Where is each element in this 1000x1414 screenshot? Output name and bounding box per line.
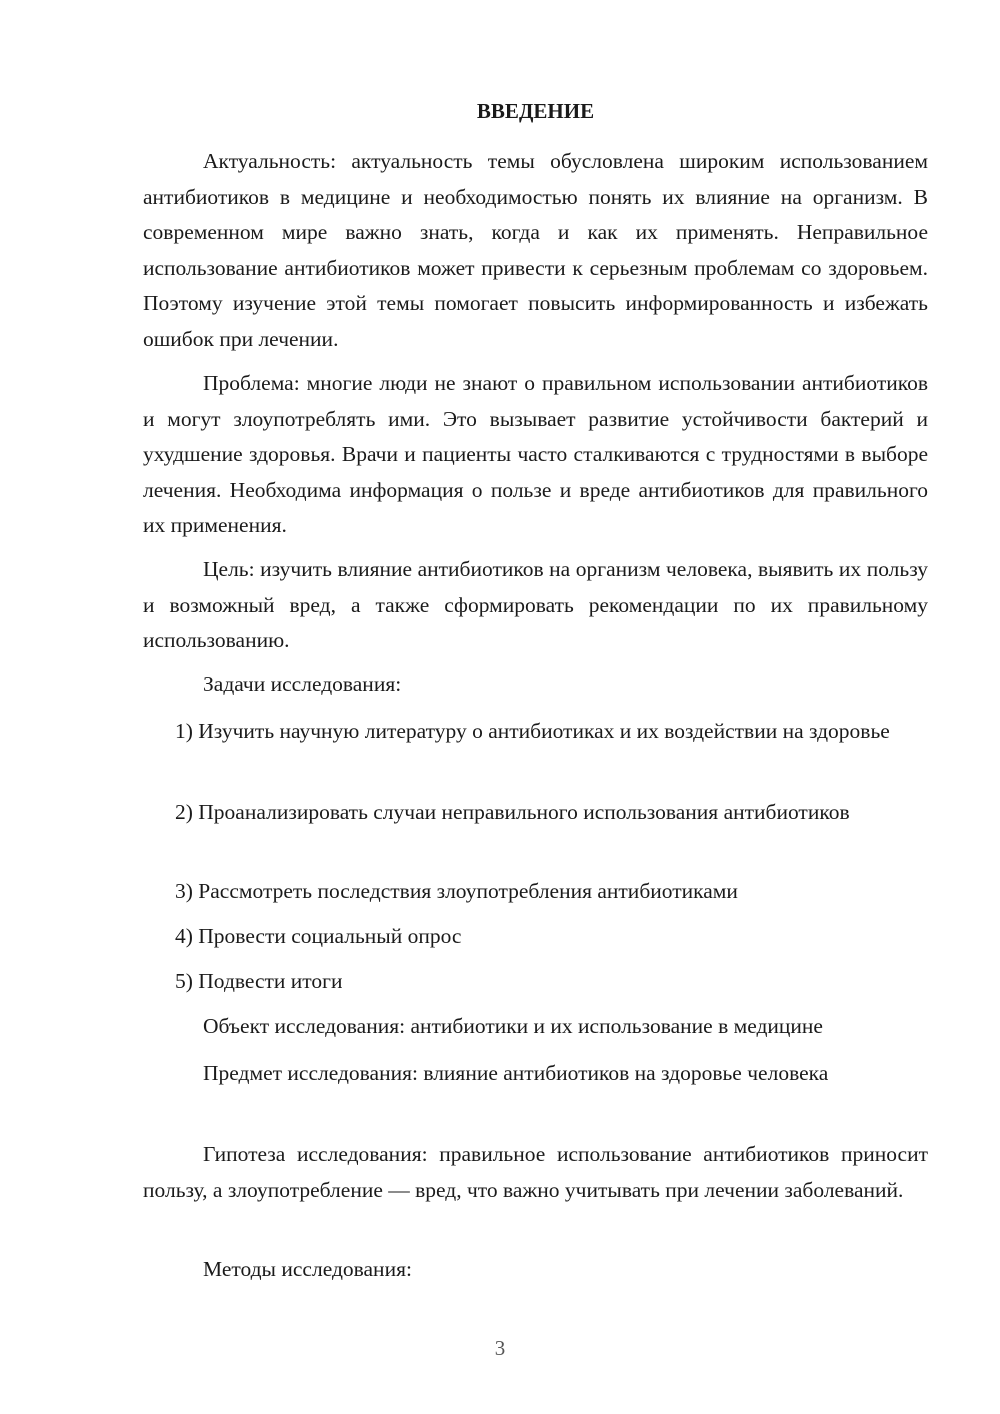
task-item-4: 4) Провести социальный опрос: [175, 924, 462, 948]
task-item-5: 5) Подвести итоги: [175, 969, 343, 993]
goal-paragraph: Цель: изучить влияние антибиотиков на организм человека, выявить их пользу и возможный вред, а также сформировать рекомендации по их правильному использованию.: [143, 557, 928, 652]
relevance-paragraph: Актуальность: актуальность темы обусловлена широким использованием антибиотиков в медицине и необходимостью понять их влияние на организм. В современном мире важно знать, когда и как их применять. Неправильное использование антибиотиков может привести к серьезным проблемам со здоровьем. Поэтому изучение этой темы помогает повысить информированность и избежать ошибок при лечении.: [143, 149, 928, 351]
task-item-1: 1) Изучить научную литературу о антибиотиках и их воздействии на здоровье: [175, 719, 890, 743]
tasks-heading: Задачи исследования:: [203, 672, 402, 696]
page-number: 3: [494, 1336, 506, 1360]
problem-paragraph: Проблема: многие люди не знают о правильном использовании антибиотиков и могут злоупотреблять ими. Это вызывает развитие устойчивости бактерий и ухудшение здоровья. Врачи и пациенты часто сталкиваются с трудностями в выборе лечения. Необходима информация о пользе и вреде антибиотиков для правильного их применения.: [143, 371, 928, 537]
task-item-3: 3) Рассмотреть последствия злоупотребления антибиотиками: [175, 879, 738, 903]
task-item-2: 2) Проанализировать случаи неправильного использования антибиотиков: [175, 800, 850, 824]
hypothesis-paragraph: Гипотеза исследования: правильное использование антибиотиков приносит пользу, а злоупотребление — вред, что важно учитывать при лечении заболеваний.: [143, 1142, 928, 1202]
object-paragraph: Объект исследования: антибиотики и их использование в медицине: [203, 1014, 823, 1038]
methods-heading: Методы исследования:: [203, 1257, 412, 1281]
page-title: ВВЕДЕНИЕ: [476, 99, 595, 123]
subject-paragraph: Предмет исследования: влияние антибиотиков на здоровье человека: [203, 1061, 829, 1085]
